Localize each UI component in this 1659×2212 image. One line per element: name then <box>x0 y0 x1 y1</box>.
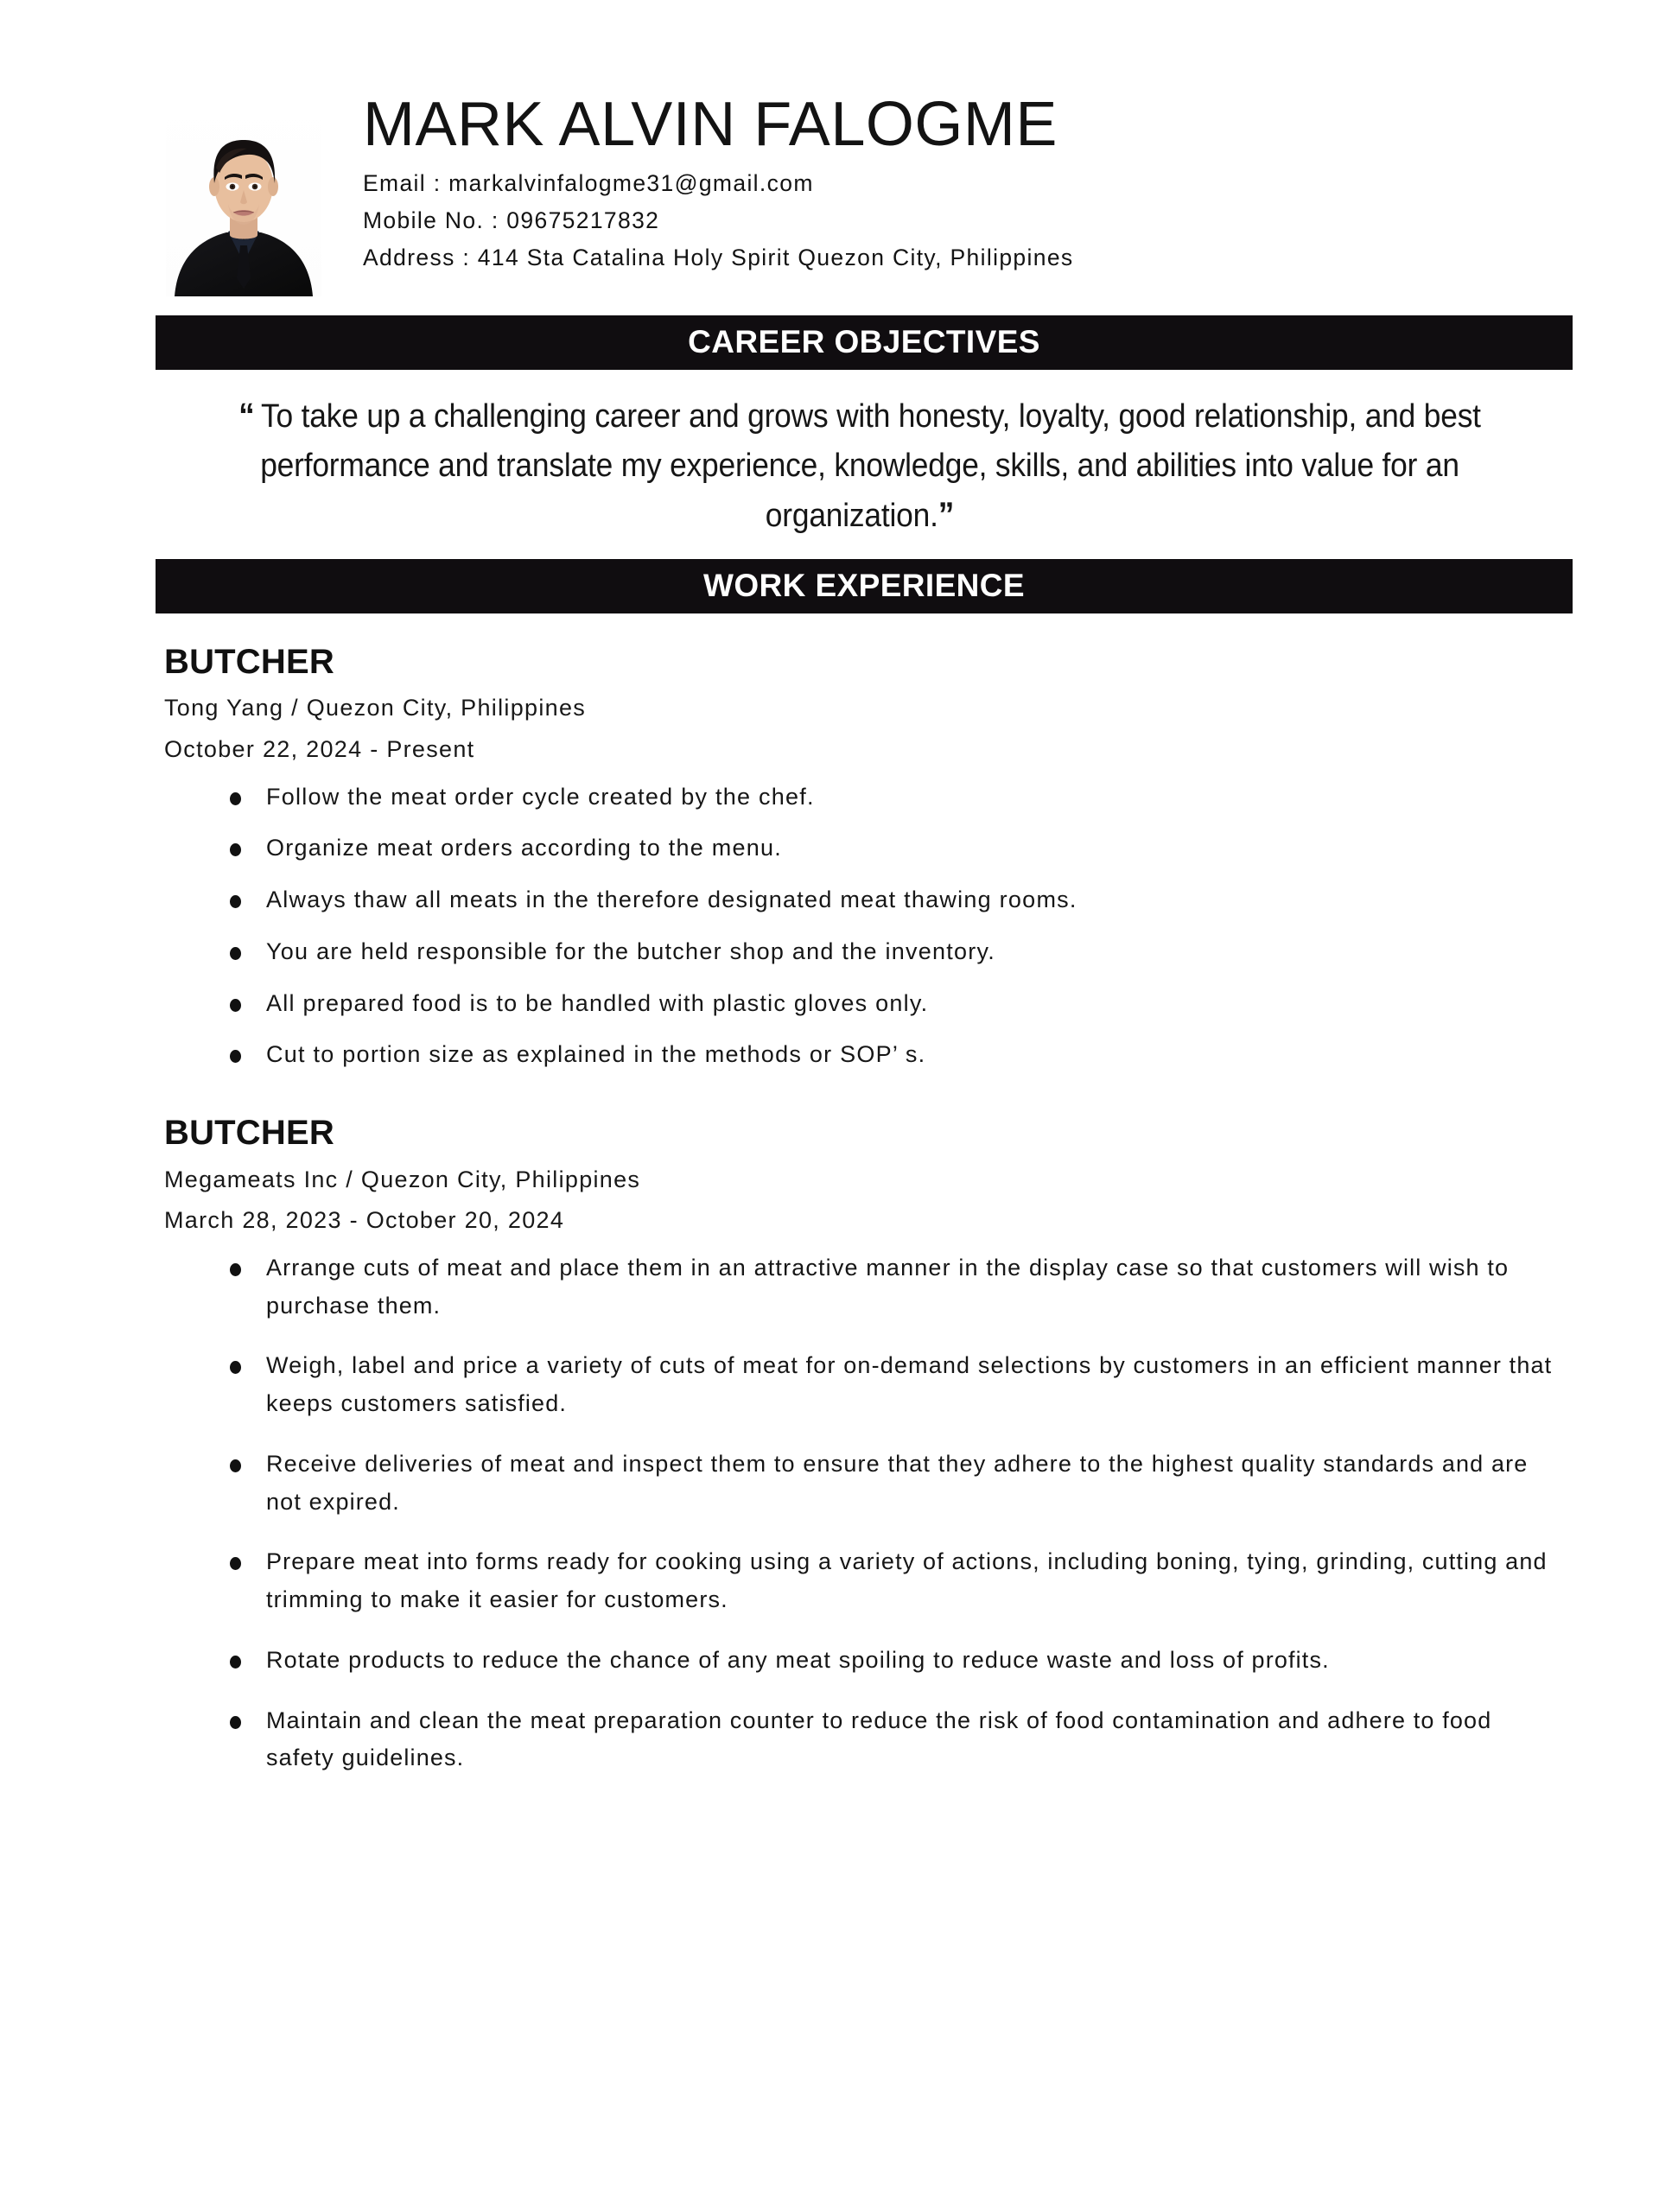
job-dates: March 28, 2023 - October 20, 2024 <box>164 1206 565 1233</box>
photo-container <box>166 93 339 296</box>
list-item: Always thaw all meats in the therefore designated meat thawing rooms. <box>226 881 1555 919</box>
job-entry <box>0 613 1659 1074</box>
mobile-line: Mobile No. : 09675217832 <box>363 207 660 234</box>
job-title: BUTCHER <box>164 642 334 681</box>
quote-open-glyph: “ <box>238 397 255 435</box>
job-responsibilities <box>226 779 1555 1074</box>
career-objective-body: To take up a challenging career and grows with honesty, loyalty, good relationship, and best performance and translate my experience, knowledge, skills, and abilities into value for an organization. <box>260 398 1481 535</box>
list-item: All prepared food is to be handled with plastic gloves only. <box>226 985 1555 1023</box>
job-entry <box>0 1074 1659 1777</box>
resume-header <box>0 0 1659 296</box>
address-line: Address : 414 Sta Catalina Holy Spirit Quezon City, Philippines <box>363 245 1074 271</box>
page-title: MARK ALVIN FALOGME <box>363 90 1058 159</box>
job-company-location: Tong Yang / Quezon City, Philippines <box>164 695 587 721</box>
job-dates: October 22, 2024 - Present <box>164 735 475 762</box>
header-text-block <box>363 90 1659 276</box>
list-item: Receive deliveries of meat and inspect them to ensure that they adhere to the highest quality standards and are not expired. <box>226 1446 1555 1521</box>
list-item: Prepare meat into forms ready for cooking using a variety of actions, including boning, tying, grinding, cutting and trimming to make it easier for customers. <box>226 1543 1555 1618</box>
email-line: Email : markalvinfalogme31@gmail.com <box>363 170 814 197</box>
quote-close-glyph: ” <box>938 496 955 535</box>
list-item: You are held responsible for the butcher shop and the inventory. <box>226 933 1555 971</box>
job-responsibilities <box>226 1249 1555 1777</box>
list-item: Arrange cuts of meat and place them in an attractive manner in the display case so that customers will wish to purchase them. <box>226 1249 1555 1325</box>
career-objective-text <box>203 391 1516 542</box>
section-banner-work-experience: WORK EXPERIENCE <box>156 559 1573 613</box>
list-item: Follow the meat order cycle created by the chef. <box>226 779 1555 817</box>
work-experience-list <box>0 613 1659 1777</box>
list-item: Weigh, label and price a variety of cuts of meat for on-demand selections by customers in an efficient manner that keeps customers satisfied. <box>226 1347 1555 1422</box>
list-item: Cut to portion size as explained in the methods or SOP’ s. <box>226 1036 1555 1074</box>
job-title: BUTCHER <box>164 1114 334 1152</box>
section-banner-career-objectives: CAREER OBJECTIVES <box>156 315 1573 370</box>
list-item: Rotate products to reduce the chance of any meat spoiling to reduce waste and loss of profits. <box>226 1642 1555 1680</box>
job-company-location: Megameats Inc / Quezon City, Philippines <box>164 1166 641 1192</box>
portrait-photo <box>166 93 321 296</box>
list-item: Maintain and clean the meat preparation counter to reduce the risk of food contamination and adhere to food safety guidelines. <box>226 1702 1555 1777</box>
list-item: Organize meat orders according to the menu. <box>226 830 1555 868</box>
